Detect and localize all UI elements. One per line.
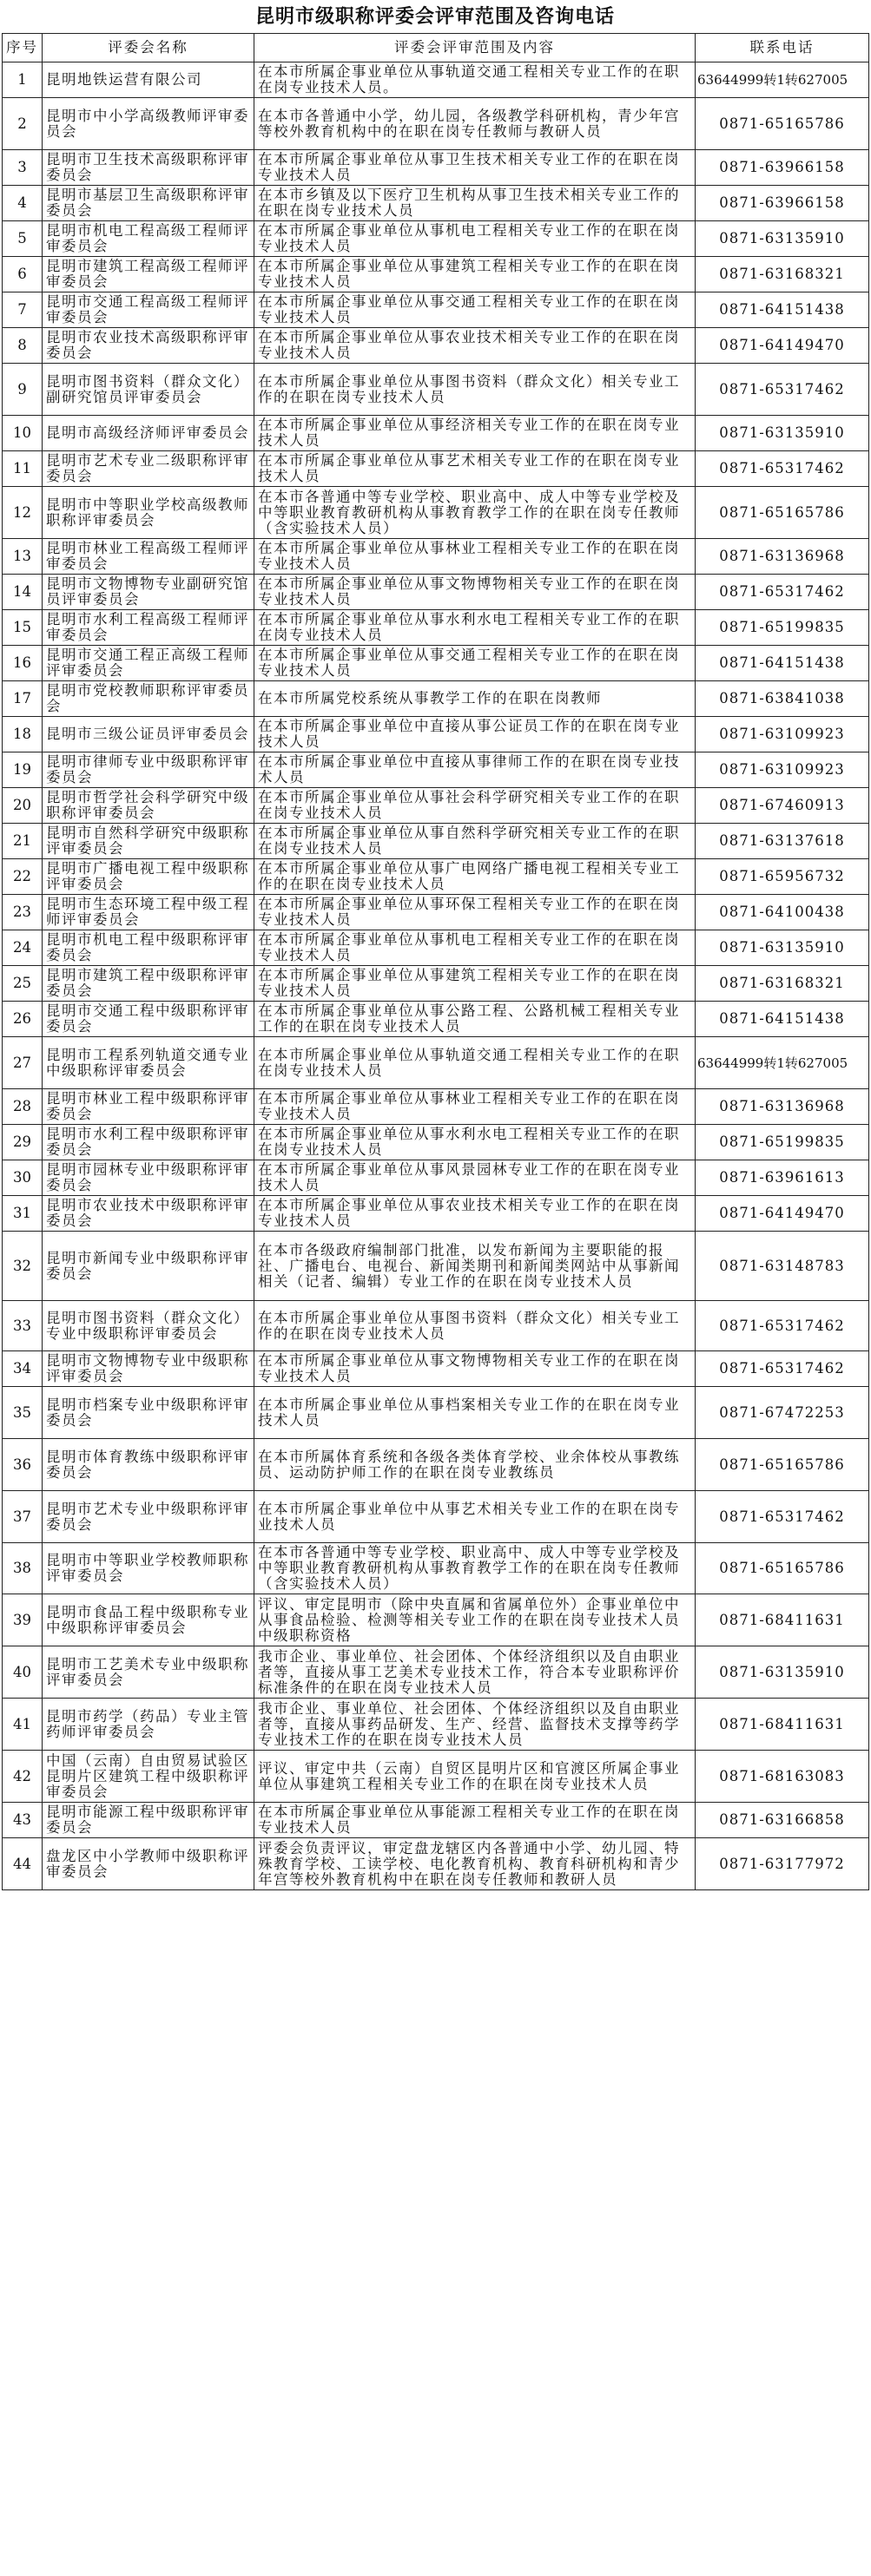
contact-phone: 0871-63135910 bbox=[696, 930, 869, 966]
committee-name: 昆明市高级经济师评审委员会 bbox=[43, 416, 254, 451]
contact-phone: 0871-65165786 bbox=[696, 98, 869, 150]
contact-phone: 0871-64151438 bbox=[696, 1002, 869, 1037]
committee-name: 昆明市交通工程高级工程师评审委员会 bbox=[43, 292, 254, 328]
committee-name: 昆明市文物博物专业副研究馆员评审委员会 bbox=[43, 575, 254, 610]
row-number: 44 bbox=[3, 1838, 43, 1890]
review-scope: 在本市所属企事业单位从事交通工程相关专业工作的在职在岗专业技术人员 bbox=[254, 292, 696, 328]
row-number: 16 bbox=[3, 646, 43, 681]
contact-phone: 0871-63136968 bbox=[696, 1089, 869, 1125]
contact-phone: 0871-63135910 bbox=[696, 221, 869, 257]
row-number: 41 bbox=[3, 1699, 43, 1751]
committee-name: 昆明市广播电视工程中级职称评审委员会 bbox=[43, 859, 254, 895]
table-row bbox=[3, 1196, 869, 1232]
contact-phone: 0871-63148783 bbox=[696, 1232, 869, 1301]
review-scope: 在本市所属企事业单位从事建筑工程相关专业工作的在职在岗专业技术人员 bbox=[254, 257, 696, 292]
table-row bbox=[3, 1089, 869, 1125]
review-scope: 在本市所属企事业单位从事档案相关专业工作的在职在岗专业技术人员 bbox=[254, 1387, 696, 1439]
contact-phone: 0871-64151438 bbox=[696, 292, 869, 328]
contact-phone: 0871-64151438 bbox=[696, 646, 869, 681]
review-scope: 在本市所属企事业单位从事能源工程相关专业工作的在职在岗专业技术人员 bbox=[254, 1803, 696, 1838]
committee-name: 昆明市建筑工程高级工程师评审委员会 bbox=[43, 257, 254, 292]
committee-name: 昆明市水利工程中级职称评审委员会 bbox=[43, 1125, 254, 1160]
committee-name: 昆明市机电工程高级工程师评审委员会 bbox=[43, 221, 254, 257]
committee-name: 昆明市律师专业中级职称评审委员会 bbox=[43, 752, 254, 788]
contact-phone: 0871-67472253 bbox=[696, 1387, 869, 1439]
contact-phone: 0871-65165786 bbox=[696, 1439, 869, 1491]
review-scope: 在本市所属企事业单位中直接从事公证员工作的在职在岗专业技术人员 bbox=[254, 717, 696, 752]
table-row bbox=[3, 98, 869, 150]
row-number: 33 bbox=[3, 1301, 43, 1351]
committee-name: 昆明市档案专业中级职称评审委员会 bbox=[43, 1387, 254, 1439]
table-row bbox=[3, 451, 869, 487]
table-row bbox=[3, 257, 869, 292]
review-scope: 评议、审定中共（云南）自贸区昆明片区和官渡区所属企事业单位从事建筑工程相关专业工作的在职在岗专业技术人员 bbox=[254, 1751, 696, 1803]
committee-name: 昆明市艺术专业二级职称评审委员会 bbox=[43, 451, 254, 487]
committee-name: 昆明市图书资料（群众文化）副研究馆员评审委员会 bbox=[43, 364, 254, 416]
committee-name: 昆明市中等职业学校教师职称评审委员会 bbox=[43, 1543, 254, 1594]
table-row bbox=[3, 681, 869, 717]
table-row bbox=[3, 930, 869, 966]
contact-phone: 0871-63841038 bbox=[696, 681, 869, 717]
review-scope: 在本市所属企事业单位从事自然科学研究相关专业工作的在职在岗专业技术人员 bbox=[254, 824, 696, 859]
row-number: 10 bbox=[3, 416, 43, 451]
review-scope: 在本市所属企事业单位从事经济相关专业工作的在职在岗专业技术人员 bbox=[254, 416, 696, 451]
committee-table bbox=[2, 33, 869, 1890]
review-scope: 在本市所属企事业单位从事广电网络广播电视工程相关专业工作的在职在岗专业技术人员 bbox=[254, 859, 696, 895]
table-row bbox=[3, 1387, 869, 1439]
table-row bbox=[3, 150, 869, 186]
row-number: 20 bbox=[3, 788, 43, 824]
review-scope: 在本市所属企事业单位从事轨道交通工程相关专业工作的在职在岗专业技术人员 bbox=[254, 1037, 696, 1089]
row-number: 27 bbox=[3, 1037, 43, 1089]
contact-phone: 0871-63109923 bbox=[696, 717, 869, 752]
row-number: 34 bbox=[3, 1351, 43, 1387]
table-row bbox=[3, 292, 869, 328]
row-number: 12 bbox=[3, 487, 43, 539]
table-row bbox=[3, 1232, 869, 1301]
row-number: 24 bbox=[3, 930, 43, 966]
review-scope: 在本市所属企事业单位从事图书资料（群众文化）相关专业工作的在职在岗专业技术人员 bbox=[254, 364, 696, 416]
row-number: 4 bbox=[3, 186, 43, 221]
review-scope: 在本市各普通中等专业学校、职业高中、成人中等专业学校及中等职业教育教研机构从事教育教学工作的在职在岗专任教师（含实验技术人员） bbox=[254, 1543, 696, 1594]
review-scope: 在本市所属企事业单位从事林业工程相关专业工作的在职在岗专业技术人员 bbox=[254, 539, 696, 575]
table-row bbox=[3, 1646, 869, 1699]
row-number: 14 bbox=[3, 575, 43, 610]
review-scope: 在本市所属企事业单位从事机电工程相关专业工作的在职在岗专业技术人员 bbox=[254, 221, 696, 257]
table-row bbox=[3, 1491, 869, 1543]
table-row bbox=[3, 364, 869, 416]
table-row bbox=[3, 1594, 869, 1646]
header-no: 序号 bbox=[3, 34, 43, 62]
contact-phone: 0871-65317462 bbox=[696, 1491, 869, 1543]
table-row bbox=[3, 1037, 869, 1089]
table-row bbox=[3, 1002, 869, 1037]
committee-name: 昆明市党校教师职称评审委员会 bbox=[43, 681, 254, 717]
table-row bbox=[3, 487, 869, 539]
contact-phone: 0871-65199835 bbox=[696, 610, 869, 646]
committee-name: 昆明市交通工程正高级工程师评审委员会 bbox=[43, 646, 254, 681]
review-scope: 在本市所属党校系统从事教学工作的在职在岗教师 bbox=[254, 681, 696, 717]
contact-phone: 0871-65317462 bbox=[696, 364, 869, 416]
table-row bbox=[3, 824, 869, 859]
contact-phone: 0871-63135910 bbox=[696, 416, 869, 451]
committee-name: 昆明市工程系列轨道交通专业中级职称评审委员会 bbox=[43, 1037, 254, 1089]
header-scope: 评委会评审范围及内容 bbox=[254, 34, 696, 62]
review-scope: 在本市所属企事业单位中从事艺术相关专业工作的在职在岗专业技术人员 bbox=[254, 1491, 696, 1543]
contact-phone: 0871-64149470 bbox=[696, 328, 869, 364]
committee-name: 昆明市卫生技术高级职称评审委员会 bbox=[43, 150, 254, 186]
row-number: 39 bbox=[3, 1594, 43, 1646]
review-scope: 在本市各普通中等专业学校、职业高中、成人中等专业学校及中等职业教育教研机构从事教育教学工作的在职在岗专任教师（含实验技术人员） bbox=[254, 487, 696, 539]
contact-phone: 0871-63966158 bbox=[696, 186, 869, 221]
committee-name: 昆明市新闻专业中级职称评审委员会 bbox=[43, 1232, 254, 1301]
review-scope: 在本市所属企事业单位从事建筑工程相关专业工作的在职在岗专业技术人员 bbox=[254, 966, 696, 1002]
committee-name: 昆明市图书资料（群众文化）专业中级职称评审委员会 bbox=[43, 1301, 254, 1351]
review-scope: 在本市所属企事业单位从事图书资料（群众文化）相关专业工作的在职在岗专业技术人员 bbox=[254, 1301, 696, 1351]
row-number: 5 bbox=[3, 221, 43, 257]
committee-name: 昆明市农业技术高级职称评审委员会 bbox=[43, 328, 254, 364]
contact-phone: 0871-63966158 bbox=[696, 150, 869, 186]
row-number: 18 bbox=[3, 717, 43, 752]
review-scope: 在本市所属企事业单位从事文物博物相关专业工作的在职在岗专业技术人员 bbox=[254, 1351, 696, 1387]
review-scope: 在本市乡镇及以下医疗卫生机构从事卫生技术相关专业工作的在职在岗专业技术人员 bbox=[254, 186, 696, 221]
contact-phone: 0871-63137618 bbox=[696, 824, 869, 859]
table-row bbox=[3, 416, 869, 451]
row-number: 28 bbox=[3, 1089, 43, 1125]
table-row bbox=[3, 539, 869, 575]
committee-name: 昆明市水利工程高级工程师评审委员会 bbox=[43, 610, 254, 646]
table-row bbox=[3, 1125, 869, 1160]
row-number: 19 bbox=[3, 752, 43, 788]
table-row bbox=[3, 1351, 869, 1387]
table-row bbox=[3, 1751, 869, 1803]
row-number: 43 bbox=[3, 1803, 43, 1838]
table-row bbox=[3, 186, 869, 221]
contact-phone: 0871-65317462 bbox=[696, 451, 869, 487]
committee-name: 昆明市中等职业学校高级教师职称评审委员会 bbox=[43, 487, 254, 539]
contact-phone: 0871-65165786 bbox=[696, 1543, 869, 1594]
table-row bbox=[3, 1543, 869, 1594]
contact-phone: 0871-63961613 bbox=[696, 1160, 869, 1196]
document bbox=[2, 0, 868, 1890]
row-number: 9 bbox=[3, 364, 43, 416]
table-row bbox=[3, 1301, 869, 1351]
review-scope: 在本市所属企事业单位从事卫生技术相关专业工作的在职在岗专业技术人员 bbox=[254, 150, 696, 186]
review-scope: 在本市所属企事业单位从事水利水电工程相关专业工作的在职在岗专业技术人员 bbox=[254, 1125, 696, 1160]
contact-phone: 0871-68411631 bbox=[696, 1594, 869, 1646]
contact-phone: 63644999转1转627005 bbox=[696, 1037, 869, 1089]
row-number: 40 bbox=[3, 1646, 43, 1699]
contact-phone: 0871-63166858 bbox=[696, 1803, 869, 1838]
review-scope: 评议、审定昆明市（除中央直属和省属单位外）企事业单位中从事食品检验、检测等相关专业工作的在职在岗专业技术人员中级职称资格 bbox=[254, 1594, 696, 1646]
committee-name: 昆明市基层卫生高级职称评审委员会 bbox=[43, 186, 254, 221]
review-scope: 在本市所属企事业单位从事文物博物相关专业工作的在职在岗专业技术人员 bbox=[254, 575, 696, 610]
committee-name: 昆明市食品工程中级职称专业中级职称评审委员会 bbox=[43, 1594, 254, 1646]
row-number: 6 bbox=[3, 257, 43, 292]
table-row bbox=[3, 966, 869, 1002]
table-row bbox=[3, 1838, 869, 1890]
header-name: 评委会名称 bbox=[43, 34, 254, 62]
committee-name: 昆明市哲学社会科学研究中级职称评审委员会 bbox=[43, 788, 254, 824]
contact-phone: 0871-65199835 bbox=[696, 1125, 869, 1160]
committee-name: 昆明市药学（药品）专业主管药师评审委员会 bbox=[43, 1699, 254, 1751]
committee-name: 昆明地铁运营有限公司 bbox=[43, 62, 254, 98]
committee-name: 昆明市建筑工程中级职称评审委员会 bbox=[43, 966, 254, 1002]
review-scope: 在本市所属企事业单位从事风景园林专业工作的在职在岗专业技术人员 bbox=[254, 1160, 696, 1196]
review-scope: 在本市各级政府编制部门批准，以发布新闻为主要职能的报社、广播电台、电视台、新闻类期刊和新闻类网站中从事新闻相关（记者、编辑）专业工作的在职在岗专业技术人员 bbox=[254, 1232, 696, 1301]
table-row bbox=[3, 717, 869, 752]
committee-name: 昆明市中小学高级教师评审委员会 bbox=[43, 98, 254, 150]
row-number: 30 bbox=[3, 1160, 43, 1196]
row-number: 13 bbox=[3, 539, 43, 575]
contact-phone: 0871-63168321 bbox=[696, 257, 869, 292]
row-number: 25 bbox=[3, 966, 43, 1002]
review-scope: 在本市所属企事业单位从事社会科学研究相关专业工作的在职在岗专业技术人员 bbox=[254, 788, 696, 824]
table-row bbox=[3, 221, 869, 257]
table-row bbox=[3, 328, 869, 364]
committee-name: 昆明市林业工程高级工程师评审委员会 bbox=[43, 539, 254, 575]
review-scope: 在本市各普通中小学，幼儿园，各级教学科研机构，青少年宫等校外教育机构中的在职在岗专任教师与教研人员 bbox=[254, 98, 696, 150]
row-number: 36 bbox=[3, 1439, 43, 1491]
committee-name: 昆明市能源工程中级职称评审委员会 bbox=[43, 1803, 254, 1838]
contact-phone: 0871-63136968 bbox=[696, 539, 869, 575]
review-scope: 我市企业、事业单位、社会团体、个体经济组织以及自由职业者等，直接从事药品研发、生产、经营、监督技术支撑等药学专业技术工作的在职在岗专业技术人员 bbox=[254, 1699, 696, 1751]
review-scope: 在本市所属企事业单位从事水利水电工程相关专业工作的在职在岗专业技术人员 bbox=[254, 610, 696, 646]
table-row bbox=[3, 752, 869, 788]
committee-name: 盘龙区中小学教师中级职称评审委员会 bbox=[43, 1838, 254, 1890]
row-number: 11 bbox=[3, 451, 43, 487]
review-scope: 在本市所属体育系统和各级各类体育学校、业余体校从事教练员、运动防护师工作的在职在岗专业教练员 bbox=[254, 1439, 696, 1491]
row-number: 42 bbox=[3, 1751, 43, 1803]
review-scope: 在本市所属企事业单位从事公路工程、公路机械工程相关专业工作的在职在岗专业技术人员 bbox=[254, 1002, 696, 1037]
table-row bbox=[3, 646, 869, 681]
table-row bbox=[3, 1160, 869, 1196]
committee-name: 中国（云南）自由贸易试验区昆明片区建筑工程中级职称评审委员会 bbox=[43, 1751, 254, 1803]
row-number: 22 bbox=[3, 859, 43, 895]
committee-name: 昆明市林业工程中级职称评审委员会 bbox=[43, 1089, 254, 1125]
row-number: 17 bbox=[3, 681, 43, 717]
committee-name: 昆明市生态环境工程中级工程师评审委员会 bbox=[43, 895, 254, 930]
contact-phone: 0871-65317462 bbox=[696, 1351, 869, 1387]
table-row bbox=[3, 859, 869, 895]
row-number: 35 bbox=[3, 1387, 43, 1439]
contact-phone: 0871-63109923 bbox=[696, 752, 869, 788]
table-row bbox=[3, 788, 869, 824]
committee-name: 昆明市体育教练中级职称评审委员会 bbox=[43, 1439, 254, 1491]
contact-phone: 0871-68411631 bbox=[696, 1699, 869, 1751]
row-number: 2 bbox=[3, 98, 43, 150]
committee-name: 昆明市自然科学研究中级职称评审委员会 bbox=[43, 824, 254, 859]
committee-name: 昆明市工艺美术专业中级职称评审委员会 bbox=[43, 1646, 254, 1699]
committee-name: 昆明市农业技术中级职称评审委员会 bbox=[43, 1196, 254, 1232]
committee-name: 昆明市三级公证员评审委员会 bbox=[43, 717, 254, 752]
contact-phone: 0871-63177972 bbox=[696, 1838, 869, 1890]
table-body bbox=[3, 62, 869, 1890]
row-number: 38 bbox=[3, 1543, 43, 1594]
contact-phone: 0871-64149470 bbox=[696, 1196, 869, 1232]
contact-phone: 0871-65317462 bbox=[696, 1301, 869, 1351]
row-number: 32 bbox=[3, 1232, 43, 1301]
contact-phone: 0871-64100438 bbox=[696, 895, 869, 930]
table-row bbox=[3, 610, 869, 646]
review-scope: 在本市所属企事业单位从事交通工程相关专业工作的在职在岗专业技术人员 bbox=[254, 646, 696, 681]
row-number: 37 bbox=[3, 1491, 43, 1543]
row-number: 26 bbox=[3, 1002, 43, 1037]
table-row bbox=[3, 575, 869, 610]
committee-name: 昆明市园林专业中级职称评审委员会 bbox=[43, 1160, 254, 1196]
committee-name: 昆明市艺术专业中级职称评审委员会 bbox=[43, 1491, 254, 1543]
page-title: 昆明市级职称评委会评审范围及咨询电话 bbox=[254, 5, 615, 28]
committee-name: 昆明市机电工程中级职称评审委员会 bbox=[43, 930, 254, 966]
contact-phone: 63644999转1转627005 bbox=[696, 62, 869, 98]
row-number: 1 bbox=[3, 62, 43, 98]
table-row bbox=[3, 1699, 869, 1751]
table-row bbox=[3, 1439, 869, 1491]
review-scope: 评委会负责评议，审定盘龙辖区内各普通中小学、幼儿园、特殊教育学校、工读学校、电化教育机构、教育科研机构和青少年宫等校外教育机构中在职在岗专任教师和教研人员 bbox=[254, 1838, 696, 1890]
review-scope: 在本市所属企事业单位从事机电工程相关专业工作的在职在岗专业技术人员 bbox=[254, 930, 696, 966]
contact-phone: 0871-65956732 bbox=[696, 859, 869, 895]
review-scope: 在本市所属企事业单位从事农业技术相关专业工作的在职在岗专业技术人员 bbox=[254, 328, 696, 364]
review-scope: 在本市所属企事业单位从事农业技术相关专业工作的在职在岗专业技术人员 bbox=[254, 1196, 696, 1232]
review-scope: 我市企业、事业单位、社会团体、个体经济组织以及自由职业者等，直接从事工艺美术专业技术工作，符合本专业职称评价标准条件的在职在岗专业技术人员 bbox=[254, 1646, 696, 1699]
contact-phone: 0871-65165786 bbox=[696, 487, 869, 539]
row-number: 7 bbox=[3, 292, 43, 328]
committee-name: 昆明市交通工程中级职称评审委员会 bbox=[43, 1002, 254, 1037]
row-number: 31 bbox=[3, 1196, 43, 1232]
contact-phone: 0871-67460913 bbox=[696, 788, 869, 824]
review-scope: 在本市所属企事业单位从事环保工程相关专业工作的在职在岗专业技术人员 bbox=[254, 895, 696, 930]
contact-phone: 0871-65317462 bbox=[696, 575, 869, 610]
table-row bbox=[3, 895, 869, 930]
header-phone: 联系电话 bbox=[696, 34, 869, 62]
contact-phone: 0871-68163083 bbox=[696, 1751, 869, 1803]
row-number: 15 bbox=[3, 610, 43, 646]
contact-phone: 0871-63135910 bbox=[696, 1646, 869, 1699]
row-number: 21 bbox=[3, 824, 43, 859]
review-scope: 在本市所属企事业单位中直接从事律师工作的在职在岗专业技术人员 bbox=[254, 752, 696, 788]
review-scope: 在本市所属企事业单位从事林业工程相关专业工作的在职在岗专业技术人员 bbox=[254, 1089, 696, 1125]
row-number: 23 bbox=[3, 895, 43, 930]
row-number: 29 bbox=[3, 1125, 43, 1160]
row-number: 3 bbox=[3, 150, 43, 186]
review-scope: 在本市所属企事业单位从事轨道交通工程相关专业工作的在职在岗专业技术人员。 bbox=[254, 62, 696, 98]
table-row bbox=[3, 62, 869, 98]
table-row bbox=[3, 1803, 869, 1838]
committee-name: 昆明市文物博物专业中级职称评审委员会 bbox=[43, 1351, 254, 1387]
contact-phone: 0871-63168321 bbox=[696, 966, 869, 1002]
review-scope: 在本市所属企事业单位从事艺术相关专业工作的在职在岗专业技术人员 bbox=[254, 451, 696, 487]
table-header-row bbox=[3, 34, 869, 62]
row-number: 8 bbox=[3, 328, 43, 364]
